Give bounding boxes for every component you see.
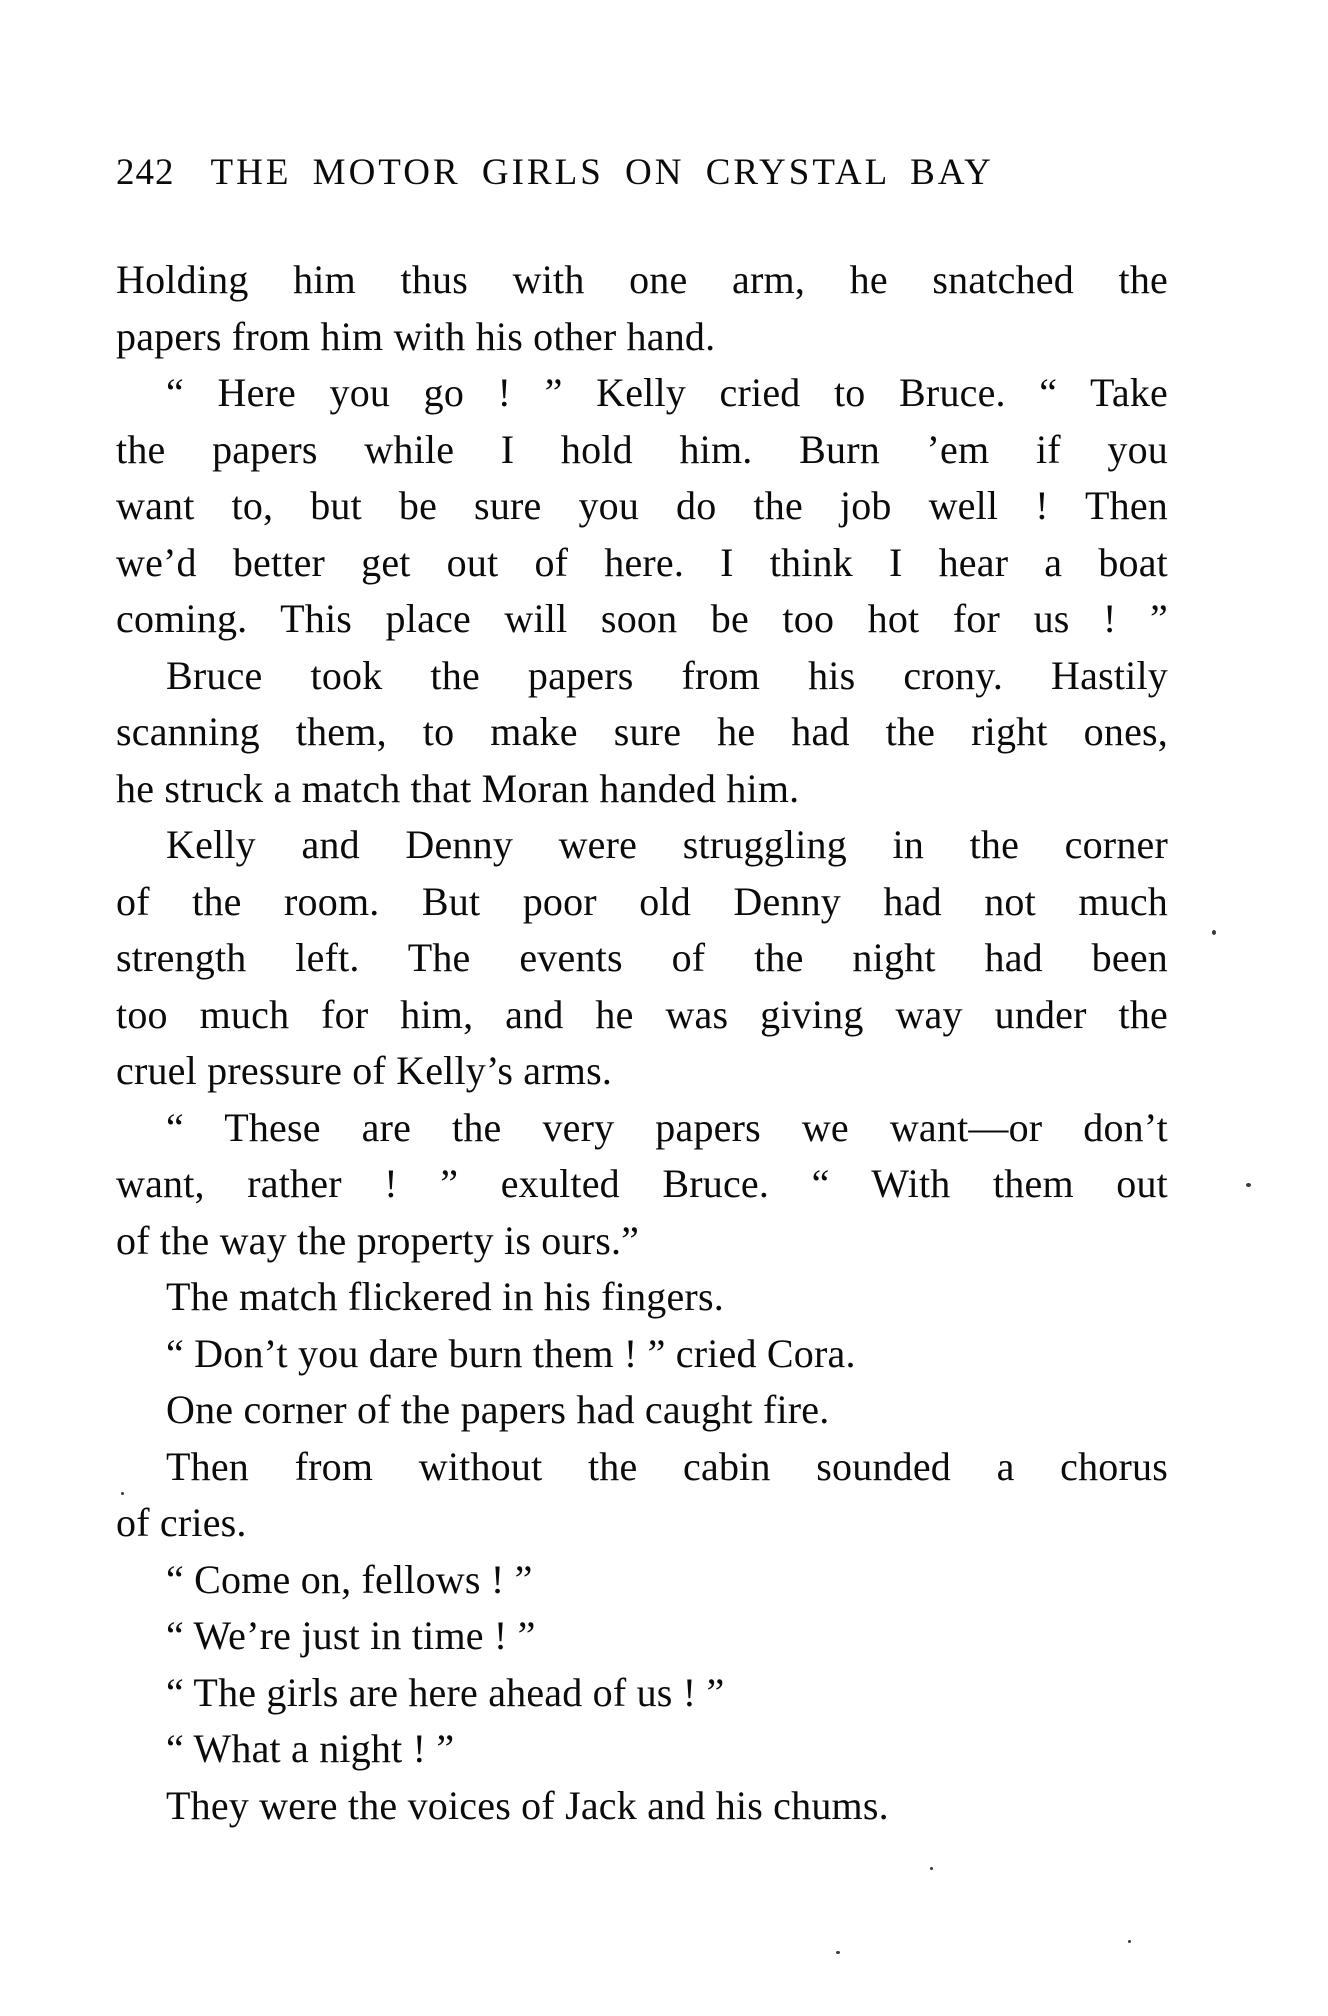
running-title: THE MOTOR GIRLS ON CRYSTAL BAY xyxy=(210,152,994,193)
scan-speck xyxy=(1212,930,1216,935)
text-line: papers from him with his other hand. xyxy=(116,313,716,359)
text-line: of the way the property is ours.” xyxy=(116,1217,640,1263)
page-number: 242 xyxy=(116,152,175,193)
text-line: Bruce took the papers from his crony. Hastily xyxy=(166,652,1168,698)
scan-speck xyxy=(1246,1183,1251,1187)
text-line: “ The girls are here ahead of us ! ” xyxy=(166,1669,725,1715)
text-line: Holding him thus with one arm, he snatched the xyxy=(116,257,1168,302)
text-line: “ Here you go ! ” Kelly cried to Bruce. “ Take xyxy=(166,370,1168,415)
text-line: “ What a night ! ” xyxy=(166,1726,455,1771)
text-line: “ Don’t you dare burn them ! ” cried Cora. xyxy=(166,1330,856,1376)
scan-speck xyxy=(1128,1940,1131,1943)
text-line: scanning them, to make sure he had the right ones, xyxy=(116,709,1168,754)
text-line: Then from without the cabin sounded a chorus xyxy=(166,1443,1168,1489)
scan-speck xyxy=(121,1492,124,1495)
text-line: cruel pressure of Kelly’s arms. xyxy=(116,1048,613,1093)
text-line: want to, but be sure you do the job well ! Then xyxy=(116,483,1168,528)
text-line: They were the voices of Jack and his chums. xyxy=(166,1782,889,1828)
text-line: “ These are the very papers we want—or don’t xyxy=(166,1104,1168,1150)
text-line: “ Come on, fellows ! ” xyxy=(166,1556,533,1602)
text-line: want, rather ! ” exulted Bruce. “ With them out xyxy=(116,1161,1168,1206)
running-header xyxy=(116,150,1176,196)
body-text xyxy=(116,252,1168,1834)
text-line: the papers while I hold him. Burn ’em if you xyxy=(116,426,1168,472)
text-line: coming. This place will soon be too hot for us ! ” xyxy=(116,596,1168,641)
text-line: One corner of the papers had caught fire. xyxy=(166,1387,830,1432)
text-line: we’d better get out of here. I think I hear a boat xyxy=(116,539,1168,585)
text-line: he struck a match that Moran handed him. xyxy=(116,765,800,811)
scan-speck xyxy=(836,1951,840,1954)
text-line: “ We’re just in time ! ” xyxy=(166,1613,536,1658)
scan-speck xyxy=(930,1867,933,1870)
text-line: The match flickered in his fingers. xyxy=(166,1274,724,1319)
text-line: Kelly and Denny were struggling in the corner xyxy=(166,822,1168,867)
text-line: of the room. But poor old Denny had not much xyxy=(116,878,1168,924)
text-line: of cries. xyxy=(116,1500,247,1545)
text-line: strength left. The events of the night had been xyxy=(116,935,1168,980)
text-line: too much for him, and he was giving way under the xyxy=(116,991,1168,1037)
